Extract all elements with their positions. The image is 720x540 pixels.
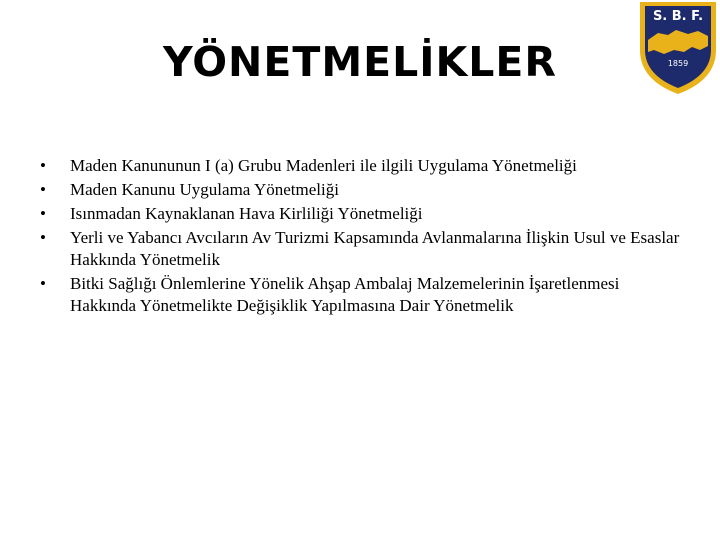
bullet-icon: • [40,274,46,293]
regulation-item-text: Maden Kanununun I (a) Grubu Madenleri ile ilgili Uygulama Yönetmeliği [70,156,577,175]
bullet-icon: • [40,228,46,247]
sbf-shield-logo-icon [636,0,720,96]
regulation-list [40,155,680,319]
regulation-item-text: Yerli ve Yabancı Avcıların Av Turizmi Kapsamında Avlanmalarına İlişkin Usul ve Esaslar Hakkında Yönetmelik [70,228,680,269]
logo-initials: S. B. F. [652,9,704,24]
regulation-item [40,273,680,317]
bullet-icon: • [40,180,46,199]
slide-title: YÖNETMELİKLER [162,38,558,86]
bullet-icon: • [40,156,46,175]
regulation-item-text: Maden Kanunu Uygulama Yönetmeliği [70,180,339,199]
regulation-item [40,179,680,201]
bullet-icon: • [40,204,46,223]
regulation-item-text: Bitki Sağlığı Önlemlerine Yönelik Ahşap Ambalaj Malzemelerinin İşaretlenmesi Hakkında Yönetmelikte Değişiklik Yapılmasına Dair Yönetmelik [70,274,620,315]
regulation-item-text: Isınmadan Kaynaklanan Hava Kirliliği Yönetmeliği [70,204,423,223]
logo-year: 1859 [667,59,689,68]
regulation-item [40,155,680,177]
regulation-item [40,203,680,225]
regulation-item [40,227,680,271]
